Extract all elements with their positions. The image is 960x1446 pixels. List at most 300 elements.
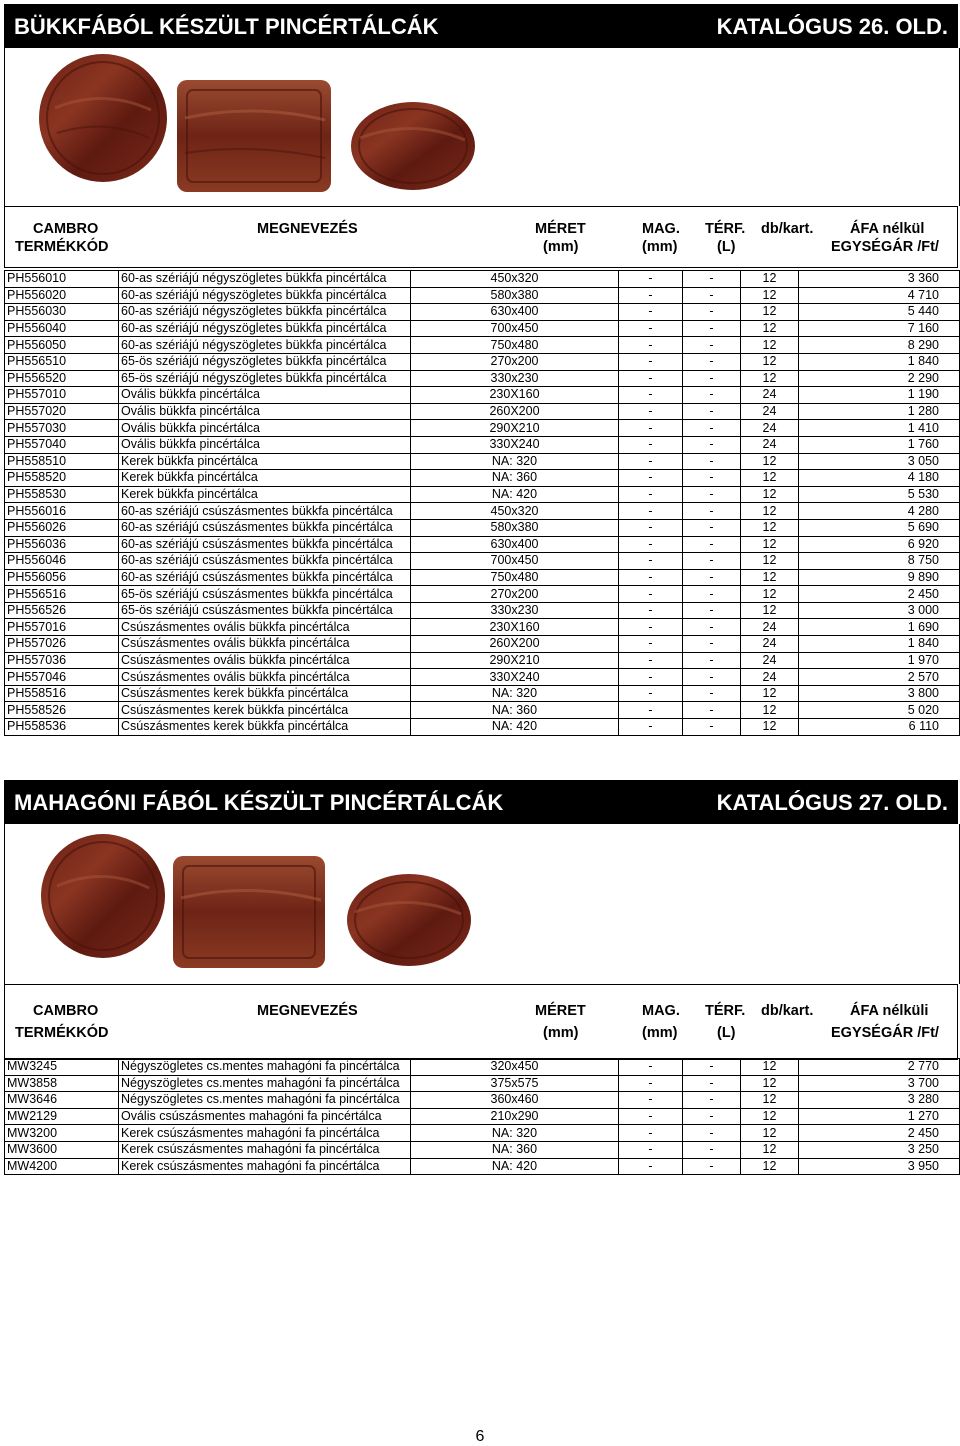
height-cell: - bbox=[619, 304, 683, 321]
header-mag-2: (mm) bbox=[642, 239, 678, 255]
header-mag-1: MAG. bbox=[642, 1003, 680, 1019]
volume-cell: - bbox=[683, 669, 741, 686]
size-cell: 630x400 bbox=[411, 304, 619, 321]
size-cell: 210x290 bbox=[411, 1108, 619, 1125]
volume-cell: - bbox=[683, 387, 741, 404]
catalog-page-ref: KATALÓGUS 26. OLD. bbox=[716, 14, 948, 39]
section-title-bar bbox=[4, 4, 958, 48]
unit-price-cell: 4 710 bbox=[799, 287, 960, 304]
size-cell: NA: 320 bbox=[411, 1125, 619, 1142]
table-row bbox=[5, 1108, 960, 1125]
size-cell: 330x230 bbox=[411, 602, 619, 619]
unit-price-cell: 4 280 bbox=[799, 503, 960, 520]
product-code-cell: PH556016 bbox=[5, 503, 119, 520]
unit-price-cell: 6 920 bbox=[799, 536, 960, 553]
product-name-cell: Csúszásmentes ovális bükkfa pincértálca bbox=[119, 652, 411, 669]
volume-cell: - bbox=[683, 1092, 741, 1109]
per-carton-cell: 12 bbox=[741, 1075, 799, 1092]
header-size-2: (mm) bbox=[543, 1025, 579, 1041]
per-carton-cell: 12 bbox=[741, 337, 799, 354]
table-row bbox=[5, 685, 960, 702]
product-code-cell: PH556510 bbox=[5, 353, 119, 370]
volume-cell: - bbox=[683, 353, 741, 370]
table-row bbox=[5, 702, 960, 719]
per-carton-cell: 24 bbox=[741, 403, 799, 420]
oval-tray-image bbox=[347, 874, 471, 966]
volume-cell: - bbox=[683, 486, 741, 503]
per-carton-cell: 12 bbox=[741, 553, 799, 570]
product-code-cell: PH556020 bbox=[5, 287, 119, 304]
product-name-cell: 65-ös szériájú csúszásmentes bükkfa pincértálca bbox=[119, 602, 411, 619]
volume-cell: - bbox=[683, 1125, 741, 1142]
table-row bbox=[5, 271, 960, 288]
volume-cell: - bbox=[683, 553, 741, 570]
unit-price-cell: 6 110 bbox=[799, 719, 960, 736]
product-name-cell: Ovális csúszásmentes mahagóni fa pincértálca bbox=[119, 1108, 411, 1125]
size-cell: 330X240 bbox=[411, 436, 619, 453]
per-carton-cell: 12 bbox=[741, 1108, 799, 1125]
height-cell: - bbox=[619, 486, 683, 503]
height-cell: - bbox=[619, 337, 683, 354]
height-cell: - bbox=[619, 370, 683, 387]
size-cell: 290X210 bbox=[411, 420, 619, 437]
header-name: MEGNEVEZÉS bbox=[257, 221, 358, 237]
product-name-cell: Négyszögletes cs.mentes mahagóni fa pincértálca bbox=[119, 1075, 411, 1092]
product-name-cell: Négyszögletes cs.mentes mahagóni fa pincértálca bbox=[119, 1059, 411, 1076]
header-db: db/kart. bbox=[761, 1003, 814, 1019]
rectangular-tray-image bbox=[177, 80, 331, 192]
size-cell: NA: 360 bbox=[411, 470, 619, 487]
unit-price-cell: 3 000 bbox=[799, 602, 960, 619]
per-carton-cell: 12 bbox=[741, 1141, 799, 1158]
table-row bbox=[5, 370, 960, 387]
height-cell: - bbox=[619, 1092, 683, 1109]
per-carton-cell: 12 bbox=[741, 353, 799, 370]
volume-cell: - bbox=[683, 586, 741, 603]
unit-price-cell: 3 800 bbox=[799, 685, 960, 702]
size-cell: 750x480 bbox=[411, 569, 619, 586]
unit-price-cell: 5 440 bbox=[799, 304, 960, 321]
table-row bbox=[5, 1059, 960, 1076]
height-cell: - bbox=[619, 1125, 683, 1142]
height-cell: - bbox=[619, 719, 683, 736]
product-code-cell: PH556526 bbox=[5, 602, 119, 619]
per-carton-cell: 12 bbox=[741, 602, 799, 619]
product-code-cell: PH556030 bbox=[5, 304, 119, 321]
height-cell: - bbox=[619, 685, 683, 702]
product-images bbox=[4, 824, 960, 984]
table-row bbox=[5, 1092, 960, 1109]
table-row bbox=[5, 1141, 960, 1158]
table-row bbox=[5, 486, 960, 503]
product-code-cell: MW3245 bbox=[5, 1059, 119, 1076]
height-cell: - bbox=[619, 636, 683, 653]
volume-cell: - bbox=[683, 304, 741, 321]
per-carton-cell: 24 bbox=[741, 420, 799, 437]
height-cell: - bbox=[619, 602, 683, 619]
per-carton-cell: 12 bbox=[741, 453, 799, 470]
per-carton-cell: 12 bbox=[741, 370, 799, 387]
page-number: 6 bbox=[475, 1428, 485, 1445]
size-cell: 700x450 bbox=[411, 553, 619, 570]
product-code-cell: PH556036 bbox=[5, 536, 119, 553]
product-code-cell: MW2129 bbox=[5, 1108, 119, 1125]
header-code-2: TERMÉKKÓD bbox=[15, 239, 109, 255]
height-cell: - bbox=[619, 652, 683, 669]
volume-cell: - bbox=[683, 1158, 741, 1175]
height-cell: - bbox=[619, 436, 683, 453]
unit-price-cell: 2 770 bbox=[799, 1059, 960, 1076]
product-name-cell: Kerek bükkfa pincértálca bbox=[119, 453, 411, 470]
size-cell: 230X160 bbox=[411, 619, 619, 636]
size-cell: NA: 420 bbox=[411, 486, 619, 503]
table-row bbox=[5, 536, 960, 553]
unit-price-cell: 5 690 bbox=[799, 519, 960, 536]
per-carton-cell: 24 bbox=[741, 652, 799, 669]
per-carton-cell: 24 bbox=[741, 636, 799, 653]
unit-price-cell: 1 840 bbox=[799, 353, 960, 370]
volume-cell: - bbox=[683, 636, 741, 653]
height-cell: - bbox=[619, 586, 683, 603]
per-carton-cell: 12 bbox=[741, 304, 799, 321]
size-cell: NA: 360 bbox=[411, 1141, 619, 1158]
product-name-cell: Négyszögletes cs.mentes mahagóni fa pincértálca bbox=[119, 1092, 411, 1109]
per-carton-cell: 12 bbox=[741, 719, 799, 736]
round-tray-image bbox=[41, 834, 165, 958]
product-name-cell: Kerek bükkfa pincértálca bbox=[119, 486, 411, 503]
header-name: MEGNEVEZÉS bbox=[257, 1003, 358, 1019]
volume-cell: - bbox=[683, 420, 741, 437]
header-size-1: MÉRET bbox=[535, 221, 586, 237]
unit-price-cell: 5 020 bbox=[799, 702, 960, 719]
volume-cell: - bbox=[683, 519, 741, 536]
product-code-cell: MW3646 bbox=[5, 1092, 119, 1109]
volume-cell: - bbox=[683, 685, 741, 702]
size-cell: 375x575 bbox=[411, 1075, 619, 1092]
unit-price-cell: 1 270 bbox=[799, 1108, 960, 1125]
table-row bbox=[5, 453, 960, 470]
volume-cell: - bbox=[683, 719, 741, 736]
height-cell: - bbox=[619, 503, 683, 520]
per-carton-cell: 12 bbox=[741, 685, 799, 702]
product-name-cell: 60-as szériájú csúszásmentes bükkfa pincértálca bbox=[119, 519, 411, 536]
header-terf-1: TÉRF. bbox=[705, 1003, 746, 1019]
unit-price-cell: 3 950 bbox=[799, 1158, 960, 1175]
per-carton-cell: 12 bbox=[741, 586, 799, 603]
volume-cell: - bbox=[683, 503, 741, 520]
volume-cell: - bbox=[683, 1059, 741, 1076]
per-carton-cell: 24 bbox=[741, 619, 799, 636]
per-carton-cell: 12 bbox=[741, 503, 799, 520]
product-code-cell: PH558510 bbox=[5, 453, 119, 470]
product-name-cell: Csúszásmentes ovális bükkfa pincértálca bbox=[119, 669, 411, 686]
table-row bbox=[5, 503, 960, 520]
header-price-1: ÁFA nélkül bbox=[850, 221, 925, 237]
size-cell: 750x480 bbox=[411, 337, 619, 354]
table-row bbox=[5, 1158, 960, 1175]
per-carton-cell: 24 bbox=[741, 669, 799, 686]
size-cell: 580x380 bbox=[411, 287, 619, 304]
height-cell: - bbox=[619, 453, 683, 470]
size-cell: 630x400 bbox=[411, 536, 619, 553]
size-cell: 330x230 bbox=[411, 370, 619, 387]
size-cell: 290X210 bbox=[411, 652, 619, 669]
height-cell: - bbox=[619, 420, 683, 437]
product-name-cell: 65-ös szériájú csúszásmentes bükkfa pincértálca bbox=[119, 586, 411, 603]
height-cell: - bbox=[619, 1158, 683, 1175]
size-cell: 270x200 bbox=[411, 353, 619, 370]
round-tray-image bbox=[39, 54, 167, 182]
size-cell: 270x200 bbox=[411, 586, 619, 603]
table-row bbox=[5, 470, 960, 487]
size-cell: 580x380 bbox=[411, 519, 619, 536]
unit-price-cell: 2 450 bbox=[799, 1125, 960, 1142]
product-code-cell: PH558516 bbox=[5, 685, 119, 702]
unit-price-cell: 1 280 bbox=[799, 403, 960, 420]
table-row bbox=[5, 320, 960, 337]
size-cell: 230X160 bbox=[411, 387, 619, 404]
product-name-cell: 65-ös szériájú négyszögletes bükkfa pincértálca bbox=[119, 370, 411, 387]
unit-price-cell: 1 690 bbox=[799, 619, 960, 636]
product-name-cell: Ovális bükkfa pincértálca bbox=[119, 436, 411, 453]
oval-tray-image bbox=[351, 102, 475, 190]
catalog-page-ref: KATALÓGUS 27. OLD. bbox=[716, 790, 948, 815]
per-carton-cell: 12 bbox=[741, 271, 799, 288]
unit-price-cell: 3 700 bbox=[799, 1075, 960, 1092]
size-cell: 450x320 bbox=[411, 503, 619, 520]
product-code-cell: PH556516 bbox=[5, 586, 119, 603]
table-row bbox=[5, 569, 960, 586]
table-row bbox=[5, 420, 960, 437]
header-code-1: CAMBRO bbox=[33, 1003, 99, 1019]
volume-cell: - bbox=[683, 320, 741, 337]
height-cell: - bbox=[619, 702, 683, 719]
product-name-cell: Kerek csúszásmentes mahagóni fa pincértálca bbox=[119, 1158, 411, 1175]
section-title: BÜKKFÁBÓL KÉSZÜLT PINCÉRTÁLCÁK bbox=[14, 14, 439, 39]
product-code-cell: PH557040 bbox=[5, 436, 119, 453]
table-row bbox=[5, 602, 960, 619]
header-code-2: TERMÉKKÓD bbox=[15, 1025, 109, 1041]
product-code-cell: PH556046 bbox=[5, 553, 119, 570]
volume-cell: - bbox=[683, 337, 741, 354]
table-row bbox=[5, 669, 960, 686]
per-carton-cell: 12 bbox=[741, 486, 799, 503]
table-row bbox=[5, 353, 960, 370]
product-code-cell: MW3858 bbox=[5, 1075, 119, 1092]
product-name-cell: Kerek csúszásmentes mahagóni fa pincértálca bbox=[119, 1125, 411, 1142]
product-name-cell: 60-as szériájú négyszögletes bükkfa pincértálca bbox=[119, 320, 411, 337]
product-table bbox=[4, 270, 960, 736]
size-cell: 320x450 bbox=[411, 1059, 619, 1076]
header-mag-1: MAG. bbox=[642, 221, 680, 237]
per-carton-cell: 12 bbox=[741, 536, 799, 553]
volume-cell: - bbox=[683, 370, 741, 387]
per-carton-cell: 12 bbox=[741, 569, 799, 586]
height-cell: - bbox=[619, 569, 683, 586]
per-carton-cell: 12 bbox=[741, 1158, 799, 1175]
height-cell: - bbox=[619, 271, 683, 288]
product-name-cell: Csúszásmentes ovális bükkfa pincértálca bbox=[119, 619, 411, 636]
product-name-cell: Csúszásmentes kerek bükkfa pincértálca bbox=[119, 719, 411, 736]
product-name-cell: Kerek bükkfa pincértálca bbox=[119, 470, 411, 487]
product-name-cell: 60-as szériájú csúszásmentes bükkfa pincértálca bbox=[119, 503, 411, 520]
size-cell: 360x460 bbox=[411, 1092, 619, 1109]
table-row bbox=[5, 619, 960, 636]
header-code-1: CAMBRO bbox=[33, 221, 99, 237]
header-price-1: ÁFA nélküli bbox=[850, 1003, 929, 1019]
height-cell: - bbox=[619, 403, 683, 420]
product-code-cell: PH557020 bbox=[5, 403, 119, 420]
unit-price-cell: 7 160 bbox=[799, 320, 960, 337]
product-code-cell: MW3600 bbox=[5, 1141, 119, 1158]
volume-cell: - bbox=[683, 536, 741, 553]
table-row bbox=[5, 636, 960, 653]
product-code-cell: PH556026 bbox=[5, 519, 119, 536]
height-cell: - bbox=[619, 553, 683, 570]
volume-cell: - bbox=[683, 619, 741, 636]
per-carton-cell: 12 bbox=[741, 470, 799, 487]
section-title-bar bbox=[4, 780, 958, 824]
height-cell: - bbox=[619, 1141, 683, 1158]
product-code-cell: PH557030 bbox=[5, 420, 119, 437]
rectangular-tray-image bbox=[173, 856, 325, 968]
product-code-cell: PH556056 bbox=[5, 569, 119, 586]
volume-cell: - bbox=[683, 403, 741, 420]
size-cell: 450x320 bbox=[411, 271, 619, 288]
table-row bbox=[5, 519, 960, 536]
header-size-2: (mm) bbox=[543, 239, 579, 255]
per-carton-cell: 12 bbox=[741, 702, 799, 719]
product-code-cell: PH558526 bbox=[5, 702, 119, 719]
height-cell: - bbox=[619, 536, 683, 553]
product-table bbox=[4, 1058, 960, 1175]
unit-price-cell: 3 250 bbox=[799, 1141, 960, 1158]
unit-price-cell: 8 750 bbox=[799, 553, 960, 570]
product-name-cell: Csúszásmentes kerek bükkfa pincértálca bbox=[119, 702, 411, 719]
volume-cell: - bbox=[683, 287, 741, 304]
table-row bbox=[5, 719, 960, 736]
product-name-cell: Csúszásmentes kerek bükkfa pincértálca bbox=[119, 685, 411, 702]
per-carton-cell: 12 bbox=[741, 519, 799, 536]
unit-price-cell: 5 530 bbox=[799, 486, 960, 503]
unit-price-cell: 1 970 bbox=[799, 652, 960, 669]
per-carton-cell: 12 bbox=[741, 1125, 799, 1142]
size-cell: 260X200 bbox=[411, 403, 619, 420]
product-code-cell: PH557010 bbox=[5, 387, 119, 404]
product-name-cell: Kerek csúszásmentes mahagóni fa pincértálca bbox=[119, 1141, 411, 1158]
tray-images bbox=[5, 824, 957, 984]
header-price-2: EGYSÉGÁR /Ft/ bbox=[831, 1025, 939, 1041]
header-price-2: EGYSÉGÁR /Ft/ bbox=[831, 239, 939, 255]
table-header bbox=[4, 984, 958, 1060]
unit-price-cell: 2 570 bbox=[799, 669, 960, 686]
volume-cell: - bbox=[683, 702, 741, 719]
header-db: db/kart. bbox=[761, 221, 814, 237]
header-terf-2: (L) bbox=[717, 1025, 736, 1041]
volume-cell: - bbox=[683, 1075, 741, 1092]
height-cell: - bbox=[619, 1059, 683, 1076]
table-row bbox=[5, 387, 960, 404]
product-code-cell: MW3200 bbox=[5, 1125, 119, 1142]
product-code-cell: PH556050 bbox=[5, 337, 119, 354]
size-cell: NA: 420 bbox=[411, 1158, 619, 1175]
unit-price-cell: 8 290 bbox=[799, 337, 960, 354]
product-code-cell: PH556010 bbox=[5, 271, 119, 288]
product-code-cell: PH557046 bbox=[5, 669, 119, 686]
product-name-cell: 65-ös szériájú négyszögletes bükkfa pincértálca bbox=[119, 353, 411, 370]
product-name-cell: 60-as szériájú négyszögletes bükkfa pincértálca bbox=[119, 287, 411, 304]
volume-cell: - bbox=[683, 569, 741, 586]
product-name-cell: Ovális bükkfa pincértálca bbox=[119, 420, 411, 437]
height-cell: - bbox=[619, 1075, 683, 1092]
table-row bbox=[5, 436, 960, 453]
product-code-cell: MW4200 bbox=[5, 1158, 119, 1175]
per-carton-cell: 12 bbox=[741, 1059, 799, 1076]
per-carton-cell: 12 bbox=[741, 320, 799, 337]
unit-price-cell: 1 760 bbox=[799, 436, 960, 453]
section-title: MAHAGÓNI FÁBÓL KÉSZÜLT PINCÉRTÁLCÁK bbox=[14, 790, 504, 815]
per-carton-cell: 24 bbox=[741, 387, 799, 404]
height-cell: - bbox=[619, 619, 683, 636]
size-cell: NA: 320 bbox=[411, 685, 619, 702]
product-code-cell: PH556520 bbox=[5, 370, 119, 387]
unit-price-cell: 4 180 bbox=[799, 470, 960, 487]
volume-cell: - bbox=[683, 602, 741, 619]
product-name-cell: Ovális bükkfa pincértálca bbox=[119, 403, 411, 420]
product-code-cell: PH557036 bbox=[5, 652, 119, 669]
product-images bbox=[4, 48, 960, 206]
unit-price-cell: 1 840 bbox=[799, 636, 960, 653]
height-cell: - bbox=[619, 1108, 683, 1125]
product-name-cell: Ovális bükkfa pincértálca bbox=[119, 387, 411, 404]
volume-cell: - bbox=[683, 1108, 741, 1125]
product-code-cell: PH557026 bbox=[5, 636, 119, 653]
product-code-cell: PH557016 bbox=[5, 619, 119, 636]
table-row bbox=[5, 403, 960, 420]
product-code-cell: PH556040 bbox=[5, 320, 119, 337]
volume-cell: - bbox=[683, 271, 741, 288]
unit-price-cell: 1 410 bbox=[799, 420, 960, 437]
size-cell: 260X200 bbox=[411, 636, 619, 653]
height-cell: - bbox=[619, 669, 683, 686]
table-row bbox=[5, 1075, 960, 1092]
unit-price-cell: 2 450 bbox=[799, 586, 960, 603]
height-cell: - bbox=[619, 387, 683, 404]
header-size-1: MÉRET bbox=[535, 1003, 586, 1019]
unit-price-cell: 1 190 bbox=[799, 387, 960, 404]
tray-images bbox=[5, 48, 957, 206]
volume-cell: - bbox=[683, 1141, 741, 1158]
volume-cell: - bbox=[683, 436, 741, 453]
product-name-cell: 60-as szériájú négyszögletes bükkfa pincértálca bbox=[119, 337, 411, 354]
unit-price-cell: 9 890 bbox=[799, 569, 960, 586]
product-name-cell: 60-as szériájú csúszásmentes bükkfa pincértálca bbox=[119, 536, 411, 553]
table-row bbox=[5, 586, 960, 603]
header-terf-2: (L) bbox=[717, 239, 736, 255]
table-header bbox=[4, 206, 958, 268]
size-cell: NA: 420 bbox=[411, 719, 619, 736]
product-name-cell: Csúszásmentes ovális bükkfa pincértálca bbox=[119, 636, 411, 653]
volume-cell: - bbox=[683, 453, 741, 470]
volume-cell: - bbox=[683, 470, 741, 487]
table-row bbox=[5, 304, 960, 321]
size-cell: NA: 320 bbox=[411, 453, 619, 470]
product-code-cell: PH558530 bbox=[5, 486, 119, 503]
height-cell: - bbox=[619, 320, 683, 337]
height-cell: - bbox=[619, 470, 683, 487]
unit-price-cell: 3 360 bbox=[799, 271, 960, 288]
unit-price-cell: 2 290 bbox=[799, 370, 960, 387]
